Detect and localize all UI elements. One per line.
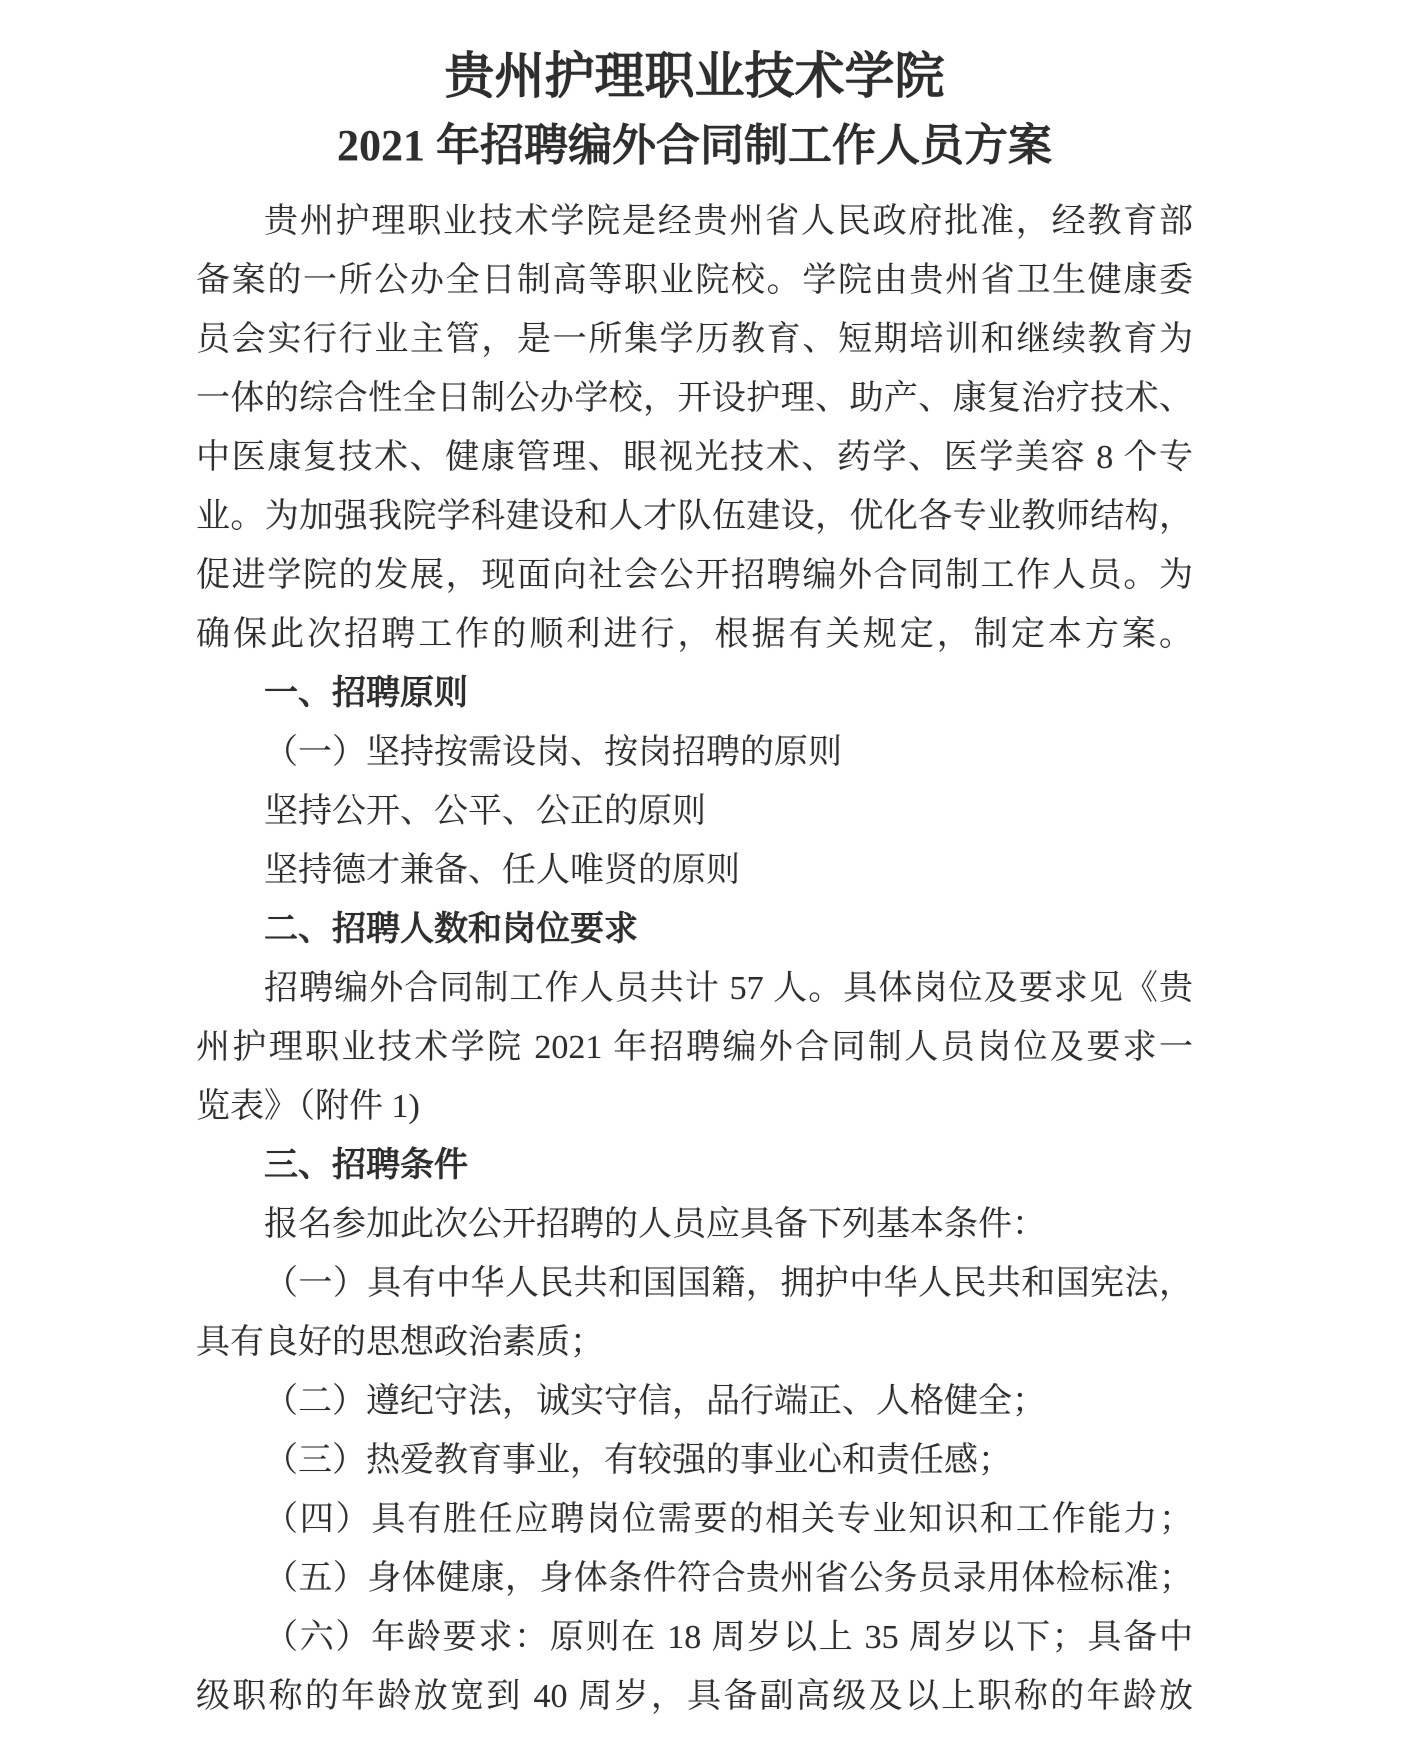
doc-line: （六）年龄要求：原则在 18 周岁以上 35 周岁以下；具备中 [264,1619,1193,1656]
doc-title: 贵州护理职业技术学院 [444,48,945,104]
doc-line: （五）身体健康，身体条件符合贵州省公务员录用体检标准； [264,1560,1193,1597]
doc-line: 坚持公开、公平、公正的原则 [264,793,706,830]
doc-line: 坚持德才兼备、任人唯贤的原则 [264,852,740,889]
doc-line: 具有良好的思想政治素质； [196,1324,604,1361]
section-heading: 三、招聘条件 [264,1147,468,1184]
doc-line: 中医康复技术、健康管理、眼视光技术、药学、医学美容 8 个专 [196,439,1193,476]
doc-line: 级职称的年龄放宽到 40 周岁，具备副高级及以上职称的年龄放 [196,1678,1193,1715]
doc-line: 业。为加强我院学科建设和人才队伍建设，优化各专业教师结构， [196,498,1193,535]
doc-line: 州护理职业技术学院 2021 年招聘编外合同制人员岗位及要求一 [196,1029,1193,1066]
section-heading: 二、招聘人数和岗位要求 [264,911,638,948]
doc-line: （一）具有中华人民共和国国籍，拥护中华人民共和国宪法， [264,1265,1193,1302]
doc-line: 览表》（附件 1) [196,1088,420,1125]
doc-line: （四）具有胜任应聘岗位需要的相关专业知识和工作能力； [264,1501,1193,1538]
doc-subtitle: 2021 年招聘编外合同制工作人员方案 [337,121,1052,170]
doc-line: （三）热爱教育事业，有较强的事业心和责任感； [264,1442,1012,1479]
doc-line: （二）遵纪守法，诚实守信，品行端正、人格健全； [264,1383,1046,1420]
doc-line: （一）坚持按需设岗、按岗招聘的原则 [264,734,842,771]
doc-line: 贵州护理职业技术学院是经贵州省人民政府批准，经教育部 [264,203,1193,240]
doc-line: 一体的综合性全日制公办学校，开设护理、助产、康复治疗技术、 [196,380,1193,417]
doc-line: 促进学院的发展，现面向社会公开招聘编外合同制工作人员。为 [196,557,1193,594]
doc-line: 员会实行行业主管，是一所集学历教育、短期培训和继续教育为 [196,321,1193,358]
section-heading: 一、招聘原则 [264,675,468,712]
doc-line: 确保此次招聘工作的顺利进行，根据有关规定，制定本方案。 [196,616,1193,653]
doc-line: 备案的一所公办全日制高等职业院校。学院由贵州省卫生健康委 [196,262,1193,299]
doc-body [196,192,1193,1726]
doc-line: 报名参加此次公开招聘的人员应具备下列基本条件： [264,1206,1046,1243]
doc-line: 招聘编外合同制工作人员共计 57 人。具体岗位及要求见《贵 [264,970,1193,1007]
